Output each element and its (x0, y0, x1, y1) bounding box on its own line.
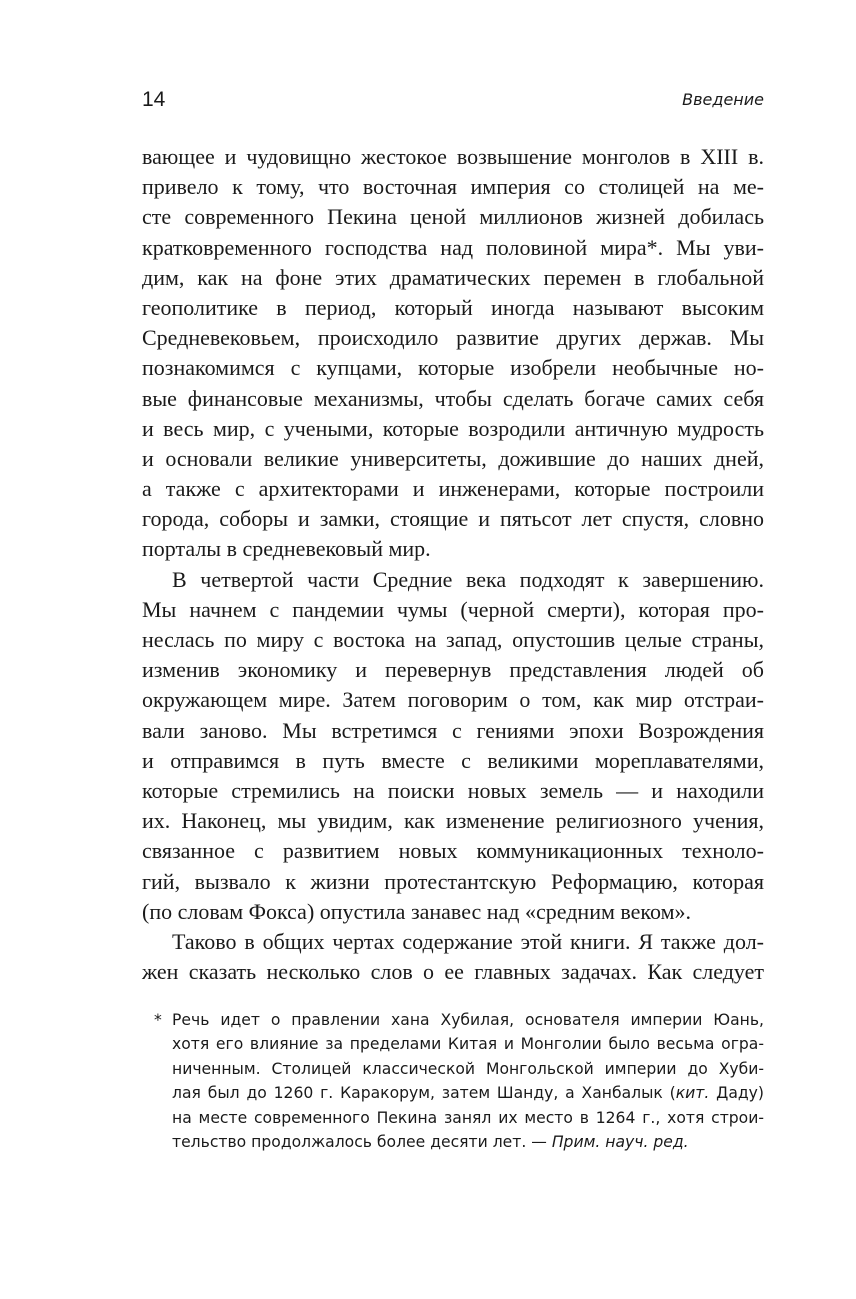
text-line: геополитике в период, который иногда называют высоким (142, 294, 764, 320)
text-line: жен сказать несколько слов о ее главных задачах. Как следует (142, 959, 764, 985)
text-line: неслась по миру с востока на запад, опустошив целые страны, (142, 627, 764, 652)
footnote-line: на месте современного Пекина занял их место в 1264 г., хотя строи- (172, 1108, 764, 1127)
text-line: города, соборы и замки, стоящие и пятьсот лет спустя, словно (142, 506, 764, 532)
text-line: привело к тому, что восточная империя со столицей на ме- (142, 174, 764, 200)
text-line: и отправимся в путь вместе с великими мореплавателями, (142, 747, 764, 773)
footnote-line: ниченным. Столицей классической Монгольской империи до Хуби- (172, 1059, 764, 1078)
text-line: порталы в средневековый мир. (142, 536, 431, 562)
footnote-italic: кит. (675, 1084, 710, 1103)
paragraph (142, 142, 764, 565)
text-line: которые стремились на поиски новых земель — и находили (142, 777, 764, 803)
text-line: В четвертой части Средние века подходят к завершению. (172, 566, 764, 592)
running-title: Введение (682, 90, 764, 109)
footnote-line (142, 1008, 764, 1032)
text-line: сте современного Пекина ценой миллионов жизней добилась (142, 204, 764, 230)
text-line: их. Наконец, мы увидим, как изменение религиозного учения, (142, 808, 764, 834)
footnote-text: тельство продолжалось более десяти лет. — (172, 1132, 552, 1151)
text-line: гий, вызвало к жизни протестантскую Реформацию, которая (142, 868, 764, 894)
footnote-line (142, 1081, 764, 1105)
text-line: а также с архитекторами и инженерами, которые построили (142, 476, 764, 502)
text-line: познакомимся с купцами, которые изобрели необычные но- (142, 355, 764, 381)
paragraph (142, 927, 764, 987)
body-text (142, 142, 764, 987)
page-number: 14 (142, 88, 166, 111)
text-line: окружающем мире. Затем поговорим о том, как мир отстраи- (142, 687, 764, 713)
text-line: вые финансовые механизмы, чтобы сделать богаче самих себя (142, 385, 764, 411)
paragraph (142, 565, 764, 927)
footnote-text: лая был до 1260 г. Каракорум, затем Шанду, а Ханбалык ( (172, 1084, 676, 1103)
footnote-text: Даду) (709, 1084, 764, 1103)
text-line: (по словам Фокса) опустила занавес над «средним веком». (142, 898, 692, 924)
text-line: кратковременного господства над половиной мира*. Мы уви- (142, 234, 764, 260)
footnote (142, 1008, 764, 1154)
text-line: связанное с развитием новых коммуникационных техноло- (142, 838, 764, 864)
text-line: Средневековьем, происходило развитие других держав. Мы (142, 325, 764, 351)
text-line: Таково в общих чертах содержание этой книги. Я также дол- (172, 928, 764, 954)
text-line: дим, как на фоне этих драматических перемен в глобальной (142, 264, 764, 290)
text-line: и весь мир, с учеными, которые возродили античную мудрость (142, 415, 764, 441)
text-line: вали заново. Мы встретимся с гениями эпохи Возрождения (142, 717, 764, 743)
text-line: вающее и чудовищно жестокое возвышение монголов в XIII в. (142, 144, 764, 169)
footnote-text: Речь идет о правлении хана Хубилая, основателя империи Юань, (172, 1011, 764, 1029)
footnote-marker: * (154, 1011, 162, 1029)
text-line: изменив экономику и перевернув представления людей об (142, 657, 764, 683)
footnote-line: хотя его влияние за пределами Китая и Монголии было весьма огра- (172, 1035, 764, 1054)
footnote-line (142, 1130, 764, 1154)
text-line: и основали великие университеты, дожившие до наших дней, (142, 445, 764, 471)
page-header (142, 86, 764, 114)
text-line: Мы начнем с пандемии чумы (черной смерти), которая про- (142, 596, 764, 622)
footnote-italic: Прим. науч. ред. (551, 1132, 689, 1151)
